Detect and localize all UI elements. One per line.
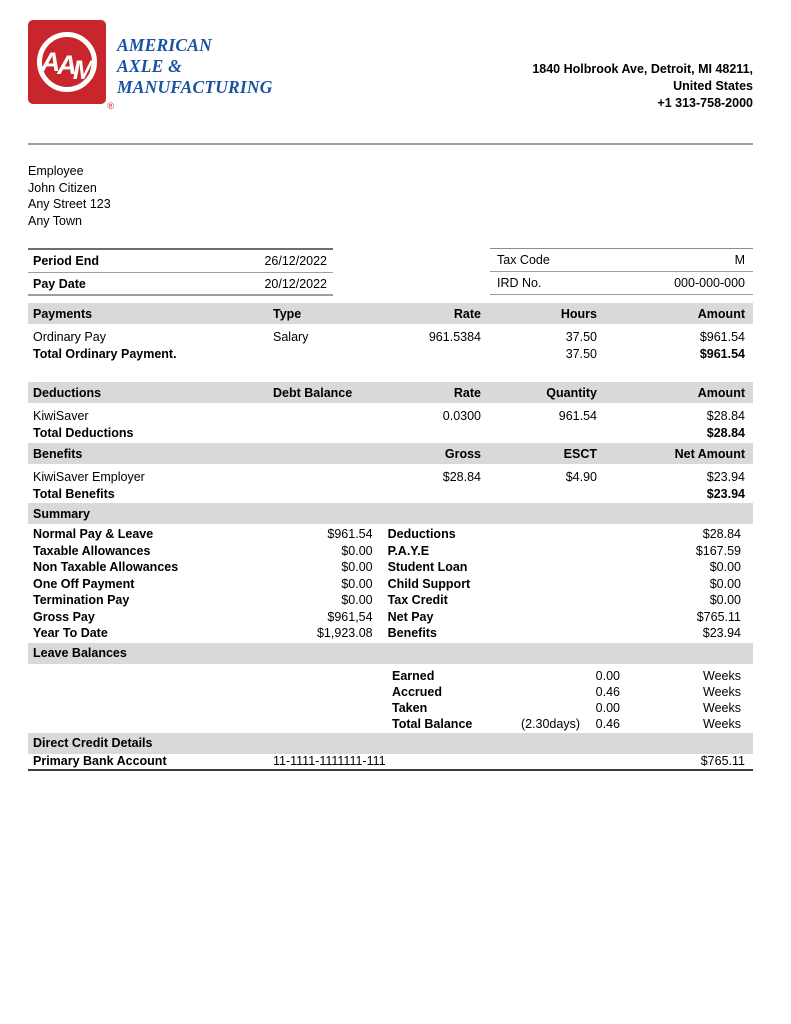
cell: $23.94 bbox=[706, 486, 745, 501]
letterhead bbox=[28, 20, 753, 114]
company-address bbox=[532, 20, 753, 114]
unit: Weeks bbox=[703, 716, 741, 731]
cell: $961.54 bbox=[699, 346, 745, 361]
summary-item bbox=[28, 609, 379, 626]
benefits-header-row bbox=[28, 443, 753, 464]
table-row bbox=[28, 407, 753, 424]
tax-info-table bbox=[490, 248, 753, 296]
label: Non Taxable Allowances bbox=[33, 560, 179, 575]
tax-code-label: Tax Code bbox=[497, 253, 550, 267]
address-line: +1 313-758-2000 bbox=[657, 96, 753, 110]
section-title: Direct Credit Details bbox=[33, 736, 153, 750]
column-header: Net Amount bbox=[674, 446, 745, 461]
leave-balances-rows bbox=[28, 664, 753, 732]
cell: Ordinary Pay bbox=[33, 329, 106, 344]
address-line: 1840 Holbrook Ave, Detroit, MI 48211, bbox=[532, 62, 753, 76]
value: $167.59 bbox=[695, 543, 741, 558]
column-header: Hours bbox=[560, 306, 597, 321]
bank-account-row bbox=[28, 754, 753, 771]
employee-town: Any Town bbox=[28, 213, 82, 228]
column-header: Rate bbox=[453, 385, 481, 400]
value: $0.00 bbox=[709, 593, 741, 608]
label: Tax Credit bbox=[387, 593, 448, 608]
pay-date-value: 20/12/2022 bbox=[264, 276, 327, 291]
cell: $28.84 bbox=[706, 425, 745, 440]
label: Year To Date bbox=[33, 626, 108, 641]
payments-header-row bbox=[28, 303, 753, 324]
value: $961,54 bbox=[327, 609, 373, 624]
cell: 37.50 bbox=[565, 329, 597, 344]
label: Net Pay bbox=[387, 609, 434, 624]
employee-block bbox=[28, 163, 753, 229]
summary-item bbox=[28, 592, 379, 609]
column-header: Amount bbox=[697, 385, 745, 400]
logo-monogram bbox=[28, 20, 106, 104]
column-header: ESCT bbox=[563, 446, 597, 461]
cell: 961.54 bbox=[558, 408, 597, 423]
table-row bbox=[28, 328, 753, 345]
logo-letter: A bbox=[57, 49, 74, 80]
column-header: Deductions bbox=[33, 385, 102, 400]
deductions-rows bbox=[28, 403, 753, 441]
payments-rows bbox=[28, 324, 753, 362]
unit: Weeks bbox=[703, 668, 741, 683]
summary-item bbox=[28, 576, 379, 593]
value: $23.94 bbox=[702, 626, 741, 641]
period-end-value: 26/12/2022 bbox=[264, 254, 327, 268]
logo-letter: M bbox=[72, 54, 93, 85]
deductions-section bbox=[28, 382, 753, 441]
column-header: Quantity bbox=[546, 385, 597, 400]
period-end-label: Period End bbox=[33, 254, 99, 268]
summary-right-column bbox=[388, 526, 753, 642]
section-title: Summary bbox=[33, 506, 90, 521]
table-row bbox=[28, 716, 753, 732]
value: $765.11 bbox=[696, 609, 741, 624]
value: 0.46 bbox=[595, 684, 620, 699]
logo-letter: A bbox=[40, 46, 58, 77]
employee-name: John Citizen bbox=[28, 180, 97, 195]
payslip-document bbox=[28, 0, 753, 771]
direct-credit-section bbox=[28, 733, 753, 771]
section-title: Leave Balances bbox=[33, 646, 127, 660]
summary-left-column bbox=[28, 526, 379, 642]
summary-section bbox=[28, 503, 753, 642]
label: One Off Payment bbox=[33, 576, 135, 591]
deductions-header-row bbox=[28, 382, 753, 403]
summary-item bbox=[388, 559, 753, 576]
value: $0.00 bbox=[709, 560, 741, 575]
cell: 37.50 bbox=[565, 346, 597, 361]
bank-account-number: 11-1111-1111111-111 bbox=[273, 754, 386, 768]
cell: 961.5384 bbox=[428, 329, 481, 344]
total-row bbox=[28, 345, 753, 362]
cell: $28.84 bbox=[442, 469, 481, 484]
label: Total Balance bbox=[392, 716, 473, 731]
cell: $961.54 bbox=[699, 329, 745, 344]
table-row bbox=[490, 272, 753, 295]
employee-heading: Employee bbox=[28, 164, 84, 178]
summary-item bbox=[388, 625, 753, 642]
table-row bbox=[28, 684, 753, 700]
tax-code-value: M bbox=[734, 253, 745, 267]
column-header: Payments bbox=[33, 306, 93, 321]
cell: KiwiSaver Employer bbox=[33, 469, 145, 484]
cell: 0.0300 bbox=[442, 408, 481, 423]
table-row bbox=[28, 668, 753, 684]
company-logo bbox=[28, 20, 114, 111]
summary-item bbox=[388, 543, 753, 560]
label: Student Loan bbox=[387, 560, 468, 575]
days: (2.30days) bbox=[520, 716, 580, 731]
ird-no-label: IRD No. bbox=[497, 276, 542, 290]
total-row bbox=[28, 424, 753, 441]
column-header: Rate bbox=[453, 306, 481, 321]
column-header: Type bbox=[273, 306, 302, 321]
unit: Weeks bbox=[703, 684, 741, 699]
value: 0.46 bbox=[595, 716, 620, 731]
label: Taken bbox=[392, 700, 428, 715]
value: $0.00 bbox=[341, 560, 373, 575]
summary-item bbox=[28, 625, 379, 642]
unit: Weeks bbox=[703, 700, 741, 715]
cell: $4.90 bbox=[565, 469, 597, 484]
cell: Total Benefits bbox=[33, 486, 115, 501]
pay-date-label: Pay Date bbox=[33, 276, 86, 291]
value: $1,923.08 bbox=[316, 626, 373, 641]
column-header: Gross bbox=[444, 446, 481, 461]
column-header: Benefits bbox=[33, 446, 83, 461]
table-row bbox=[28, 273, 333, 296]
label: Termination Pay bbox=[33, 593, 130, 608]
summary-item bbox=[388, 609, 753, 626]
value: $961.54 bbox=[327, 527, 373, 542]
summary-item bbox=[388, 526, 753, 543]
bank-account-label: Primary Bank Account bbox=[33, 754, 167, 768]
letterhead-divider bbox=[28, 143, 753, 145]
registered-trademark-icon: ® bbox=[107, 101, 114, 111]
value: 0.00 bbox=[595, 700, 620, 715]
leave-balances-section bbox=[28, 643, 753, 732]
value: 0.00 bbox=[595, 668, 620, 683]
summary-item bbox=[388, 592, 753, 609]
value: $0.00 bbox=[709, 576, 741, 591]
summary-item bbox=[28, 543, 379, 560]
direct-credit-header-row bbox=[28, 733, 753, 754]
summary-item bbox=[388, 576, 753, 593]
ird-no-value: 000-000-000 bbox=[674, 276, 745, 290]
period-dates-table bbox=[28, 248, 333, 296]
label: Gross Pay bbox=[33, 609, 95, 624]
value: $0.00 bbox=[341, 543, 373, 558]
summary-item bbox=[28, 559, 379, 576]
column-header: Debt Balance bbox=[273, 385, 353, 400]
payments-section bbox=[28, 303, 753, 362]
company-name-line: AMERICAN bbox=[117, 35, 212, 55]
value: $28.84 bbox=[702, 527, 741, 542]
summary-item bbox=[28, 526, 379, 543]
cell: KiwiSaver bbox=[33, 408, 89, 423]
leave-balances-header-row bbox=[28, 643, 753, 664]
cell: $23.94 bbox=[706, 469, 745, 484]
summary-body bbox=[28, 524, 753, 642]
company-name bbox=[117, 20, 273, 114]
period-info bbox=[28, 248, 753, 296]
aam-logo-icon bbox=[28, 20, 106, 104]
table-row bbox=[28, 468, 753, 485]
label: Deductions bbox=[387, 527, 456, 542]
column-header: Amount bbox=[697, 306, 745, 321]
label: Taxable Allowances bbox=[33, 543, 151, 558]
label: Benefits bbox=[387, 626, 437, 641]
bank-account-amount: $765.11 bbox=[700, 754, 745, 768]
total-row bbox=[28, 485, 753, 502]
summary-header-row bbox=[28, 503, 753, 524]
cell: $28.84 bbox=[706, 408, 745, 423]
label: P.A.Y.E bbox=[387, 543, 430, 558]
value: $0.00 bbox=[341, 576, 373, 591]
label: Accrued bbox=[392, 684, 443, 699]
label: Earned bbox=[392, 668, 435, 683]
label: Normal Pay & Leave bbox=[33, 527, 154, 542]
benefits-section bbox=[28, 443, 753, 502]
label: Child Support bbox=[387, 576, 471, 591]
address-line: United States bbox=[673, 79, 753, 93]
cell: Total Ordinary Payment. bbox=[33, 346, 177, 361]
cell: Total Deductions bbox=[33, 425, 134, 440]
table-row bbox=[28, 700, 753, 716]
benefits-rows bbox=[28, 464, 753, 502]
company-name-line: MANUFACTURING bbox=[117, 77, 273, 97]
value: $0.00 bbox=[341, 593, 373, 608]
cell: Salary bbox=[273, 329, 309, 344]
table-row bbox=[490, 249, 753, 272]
table-row bbox=[28, 250, 333, 273]
company-name-line: AXLE & bbox=[117, 56, 182, 76]
employee-street: Any Street 123 bbox=[28, 197, 111, 211]
